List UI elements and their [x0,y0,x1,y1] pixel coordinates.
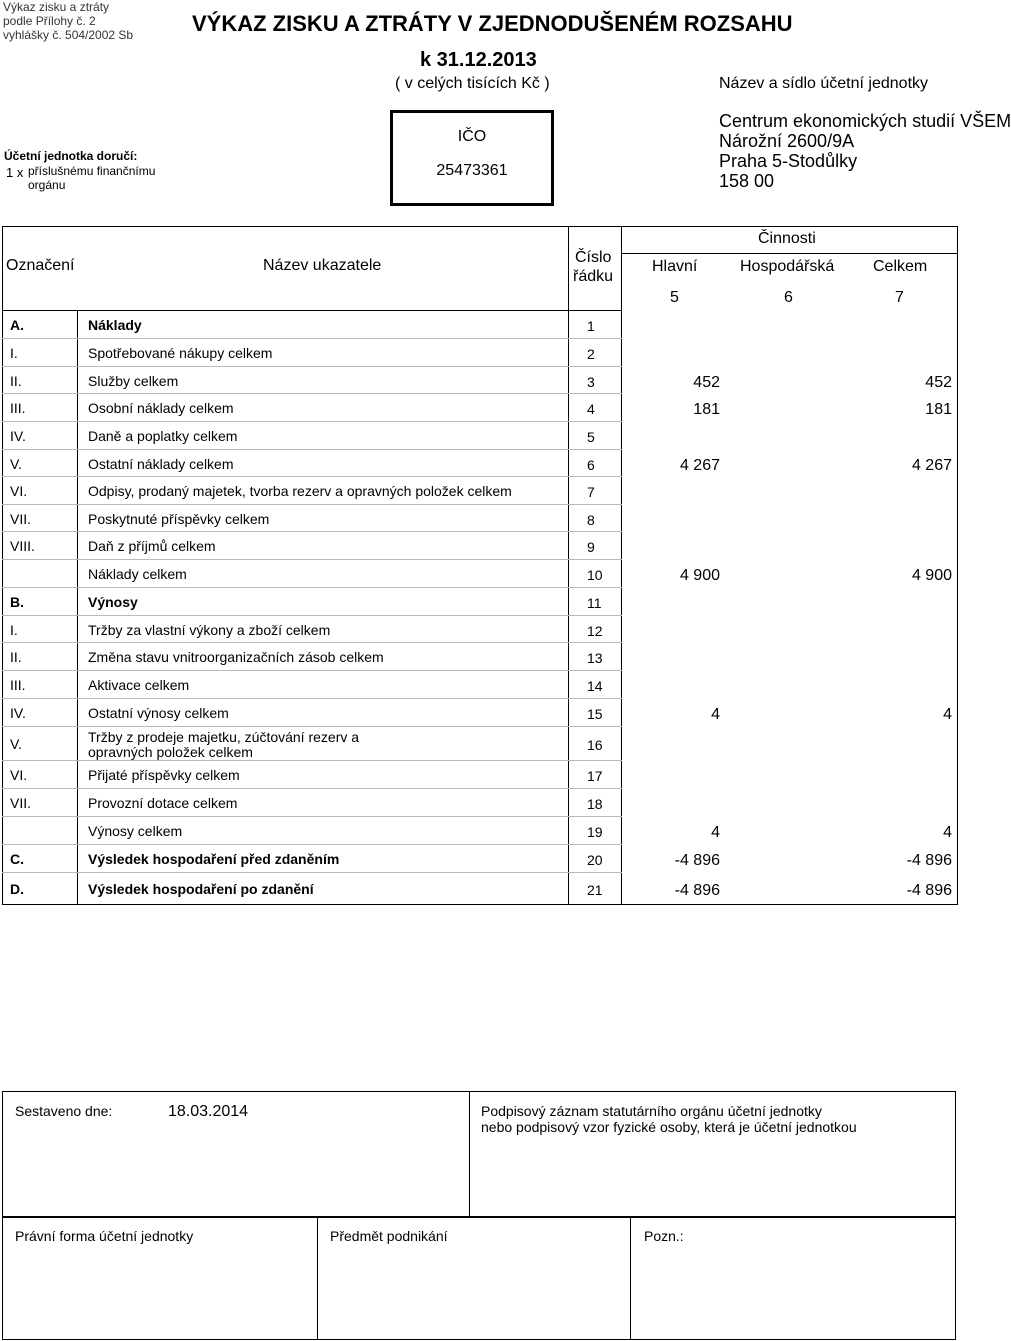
row-divider [2,531,622,532]
row-number: 6 [587,457,595,473]
row-divider [2,449,622,450]
row-number: 5 [587,429,595,445]
row-divider [2,615,622,616]
row-value-hlavni[interactable]: -4 896 [674,882,720,899]
row-number: 13 [587,650,603,666]
row-name: Náklady celkem [88,566,187,582]
row-number: 14 [587,678,603,694]
prepared-date-value[interactable]: 18.03.2014 [168,1103,249,1120]
deliver-recipient-line1: příslušnému finančnímu [28,164,156,178]
deliver-recipient-line2: orgánu [28,178,66,192]
row-value-hlavni[interactable]: 181 [693,401,720,418]
row-name: Poskytnuté příspěvky celkem [88,511,270,527]
row-value-celkem[interactable]: 4 900 [911,567,952,584]
row-divider [2,642,622,643]
row-number: 3 [587,374,595,390]
header-cinnosti: Činnosti [758,230,816,247]
row-value-celkem[interactable]: -4 896 [906,852,952,869]
row-mark: I. [10,345,18,361]
row-number: 15 [587,706,603,722]
header-oznaceni: Označení [6,257,75,274]
ico-label: IČO [457,128,487,145]
signature-note-line1: Podpisový záznam statutárního orgánu účetní jednotky [481,1103,822,1119]
row-name: Spotřebované nákupy celkem [88,345,273,361]
row-divider [2,421,622,422]
row-name: Služby celkem [88,373,179,389]
row-divider [2,872,622,873]
signature-note-line2: nebo podpisový vzor fyzické osoby, která je účetní jednotkou [481,1119,857,1135]
row-divider [2,366,622,367]
deliver-label: Účetní jednotka doručí: [4,149,138,163]
row-divider [2,338,622,339]
entity-name: Centrum ekonomických studií VŠEM [719,111,1011,131]
row-mark: VI. [10,483,28,499]
business-subject-label: Předmět podnikání [330,1228,448,1244]
row-value-hlavni[interactable]: 4 267 [679,457,720,474]
row-number: 20 [587,852,603,868]
row-number: 17 [587,768,603,784]
row-number: 4 [587,401,595,417]
document-title: VÝKAZ ZISKU A ZTRÁTY V ZJEDNODUŠENÉM ROZSAHU [192,11,793,36]
row-name: Přijaté příspěvky celkem [88,767,240,783]
report-units: ( v celých tisících Kč ) [395,75,550,92]
entity-street: Nárožní 2600/9A [719,131,855,151]
row-divider [2,760,622,761]
header-col7: 7 [895,289,904,306]
row-number: 19 [587,824,603,840]
deliver-count: 1 x [6,165,24,180]
row-number: 21 [587,882,603,898]
row-divider [2,504,622,505]
row-divider [2,816,622,817]
row-name: Výnosy [88,594,138,610]
row-divider [2,788,622,789]
row-divider [2,587,622,588]
row-mark: I. [10,622,18,638]
row-value-hlavni[interactable]: 4 900 [679,567,720,584]
prepared-date-label: Sestaveno dne: [15,1103,113,1119]
row-mark: A. [10,317,24,333]
entity-city: Praha 5-Stodůlky [719,151,858,171]
row-mark: VI. [10,767,28,783]
row-value-celkem[interactable]: -4 896 [906,882,952,899]
row-number: 2 [587,346,595,362]
row-divider [2,726,622,727]
row-number: 18 [587,796,603,812]
row-value-celkem[interactable]: 4 267 [911,457,952,474]
row-mark: IV. [10,705,26,721]
row-name: Ostatní náklady celkem [88,456,234,472]
ico-box [390,110,554,206]
header-hospodarska: Hospodářská [740,258,835,275]
entity-label: Název a sídlo účetní jednotky [719,75,929,92]
row-number: 7 [587,484,595,500]
row-mark: III. [10,677,26,693]
row-divider [2,393,622,394]
form-reference-line1: Výkaz zisku a ztráty [3,0,110,14]
row-value-celkem[interactable]: 181 [925,401,952,418]
row-name: Provozní dotace celkem [88,795,238,811]
row-mark: B. [10,594,24,610]
entity-zip: 158 00 [719,171,775,191]
row-name: Aktivace celkem [88,677,190,693]
header-nazev: Název ukazatele [263,257,382,274]
row-mark: D. [10,881,24,897]
report-date: k 31.12.2013 [420,49,537,71]
row-mark: VII. [10,511,32,527]
row-mark: V. [10,456,22,472]
row-mark: II. [10,649,22,665]
row-divider [2,670,622,671]
row-number: 10 [587,567,603,583]
ico-value[interactable]: 25473361 [436,162,508,179]
legal-form-label: Právní forma účetní jednotky [15,1228,194,1244]
header-celkem: Celkem [873,258,928,275]
row-name: Tržby za vlastní výkony a zboží celkem [88,622,331,638]
row-name: Odpisy, prodaný majetek, tvorba rezerv a opravných položek celkem [88,483,512,499]
row-name: Náklady [88,317,142,333]
row-number: 12 [587,623,603,639]
row-mark: VIII. [10,538,35,554]
row-name: Daň z příjmů celkem [88,538,216,554]
row-divider [2,844,622,845]
row-value-celkem[interactable]: 4 [943,824,952,841]
row-value-hlavni[interactable]: 452 [693,374,720,391]
row-mark: II. [10,373,22,389]
row-number: 1 [587,318,595,334]
row-divider [2,559,622,560]
row-name-cont: opravných položek celkem [88,744,253,760]
form-reference-line2: podle Přílohy č. 2 [3,14,96,28]
header-hlavni: Hlavní [652,258,698,275]
row-mark: IV. [10,428,26,444]
row-mark: VII. [10,795,32,811]
row-name: Ostatní výnosy celkem [88,705,229,721]
row-name: Tržby z prodeje majetku, zúčtování rezerv a [88,729,360,745]
row-value-hlavni[interactable]: 4 [711,706,720,723]
form-reference-line3: vyhlášky č. 504/2002 Sb [3,28,134,42]
row-name: Daně a poplatky celkem [88,428,238,444]
row-mark: III. [10,400,26,416]
row-divider [2,476,622,477]
row-number: 9 [587,539,595,555]
row-number: 16 [587,737,603,753]
row-name: Výnosy celkem [88,823,183,839]
row-divider [2,698,622,699]
row-name: Výsledek hospodaření po zdanění [88,881,314,897]
row-name: Osobní náklady celkem [88,400,234,416]
header-col6: 6 [784,289,793,306]
header-cislo-line2: řádku [573,268,614,285]
row-value-hlavni[interactable]: -4 896 [674,852,720,869]
row-value-celkem[interactable]: 4 [943,706,952,723]
row-value-celkem[interactable]: 452 [925,374,952,391]
row-name: Změna stavu vnitroorganizačních zásob celkem [88,649,384,665]
row-name: Výsledek hospodaření před zdaněním [88,851,340,867]
row-number: 11 [587,595,602,611]
row-value-hlavni[interactable]: 4 [711,824,720,841]
note-label: Pozn.: [644,1228,684,1244]
row-mark: V. [10,736,22,752]
row-mark: C. [10,851,24,867]
header-col5: 5 [670,289,679,306]
header-cislo-line1: Číslo [575,249,612,266]
row-number: 8 [587,512,595,528]
